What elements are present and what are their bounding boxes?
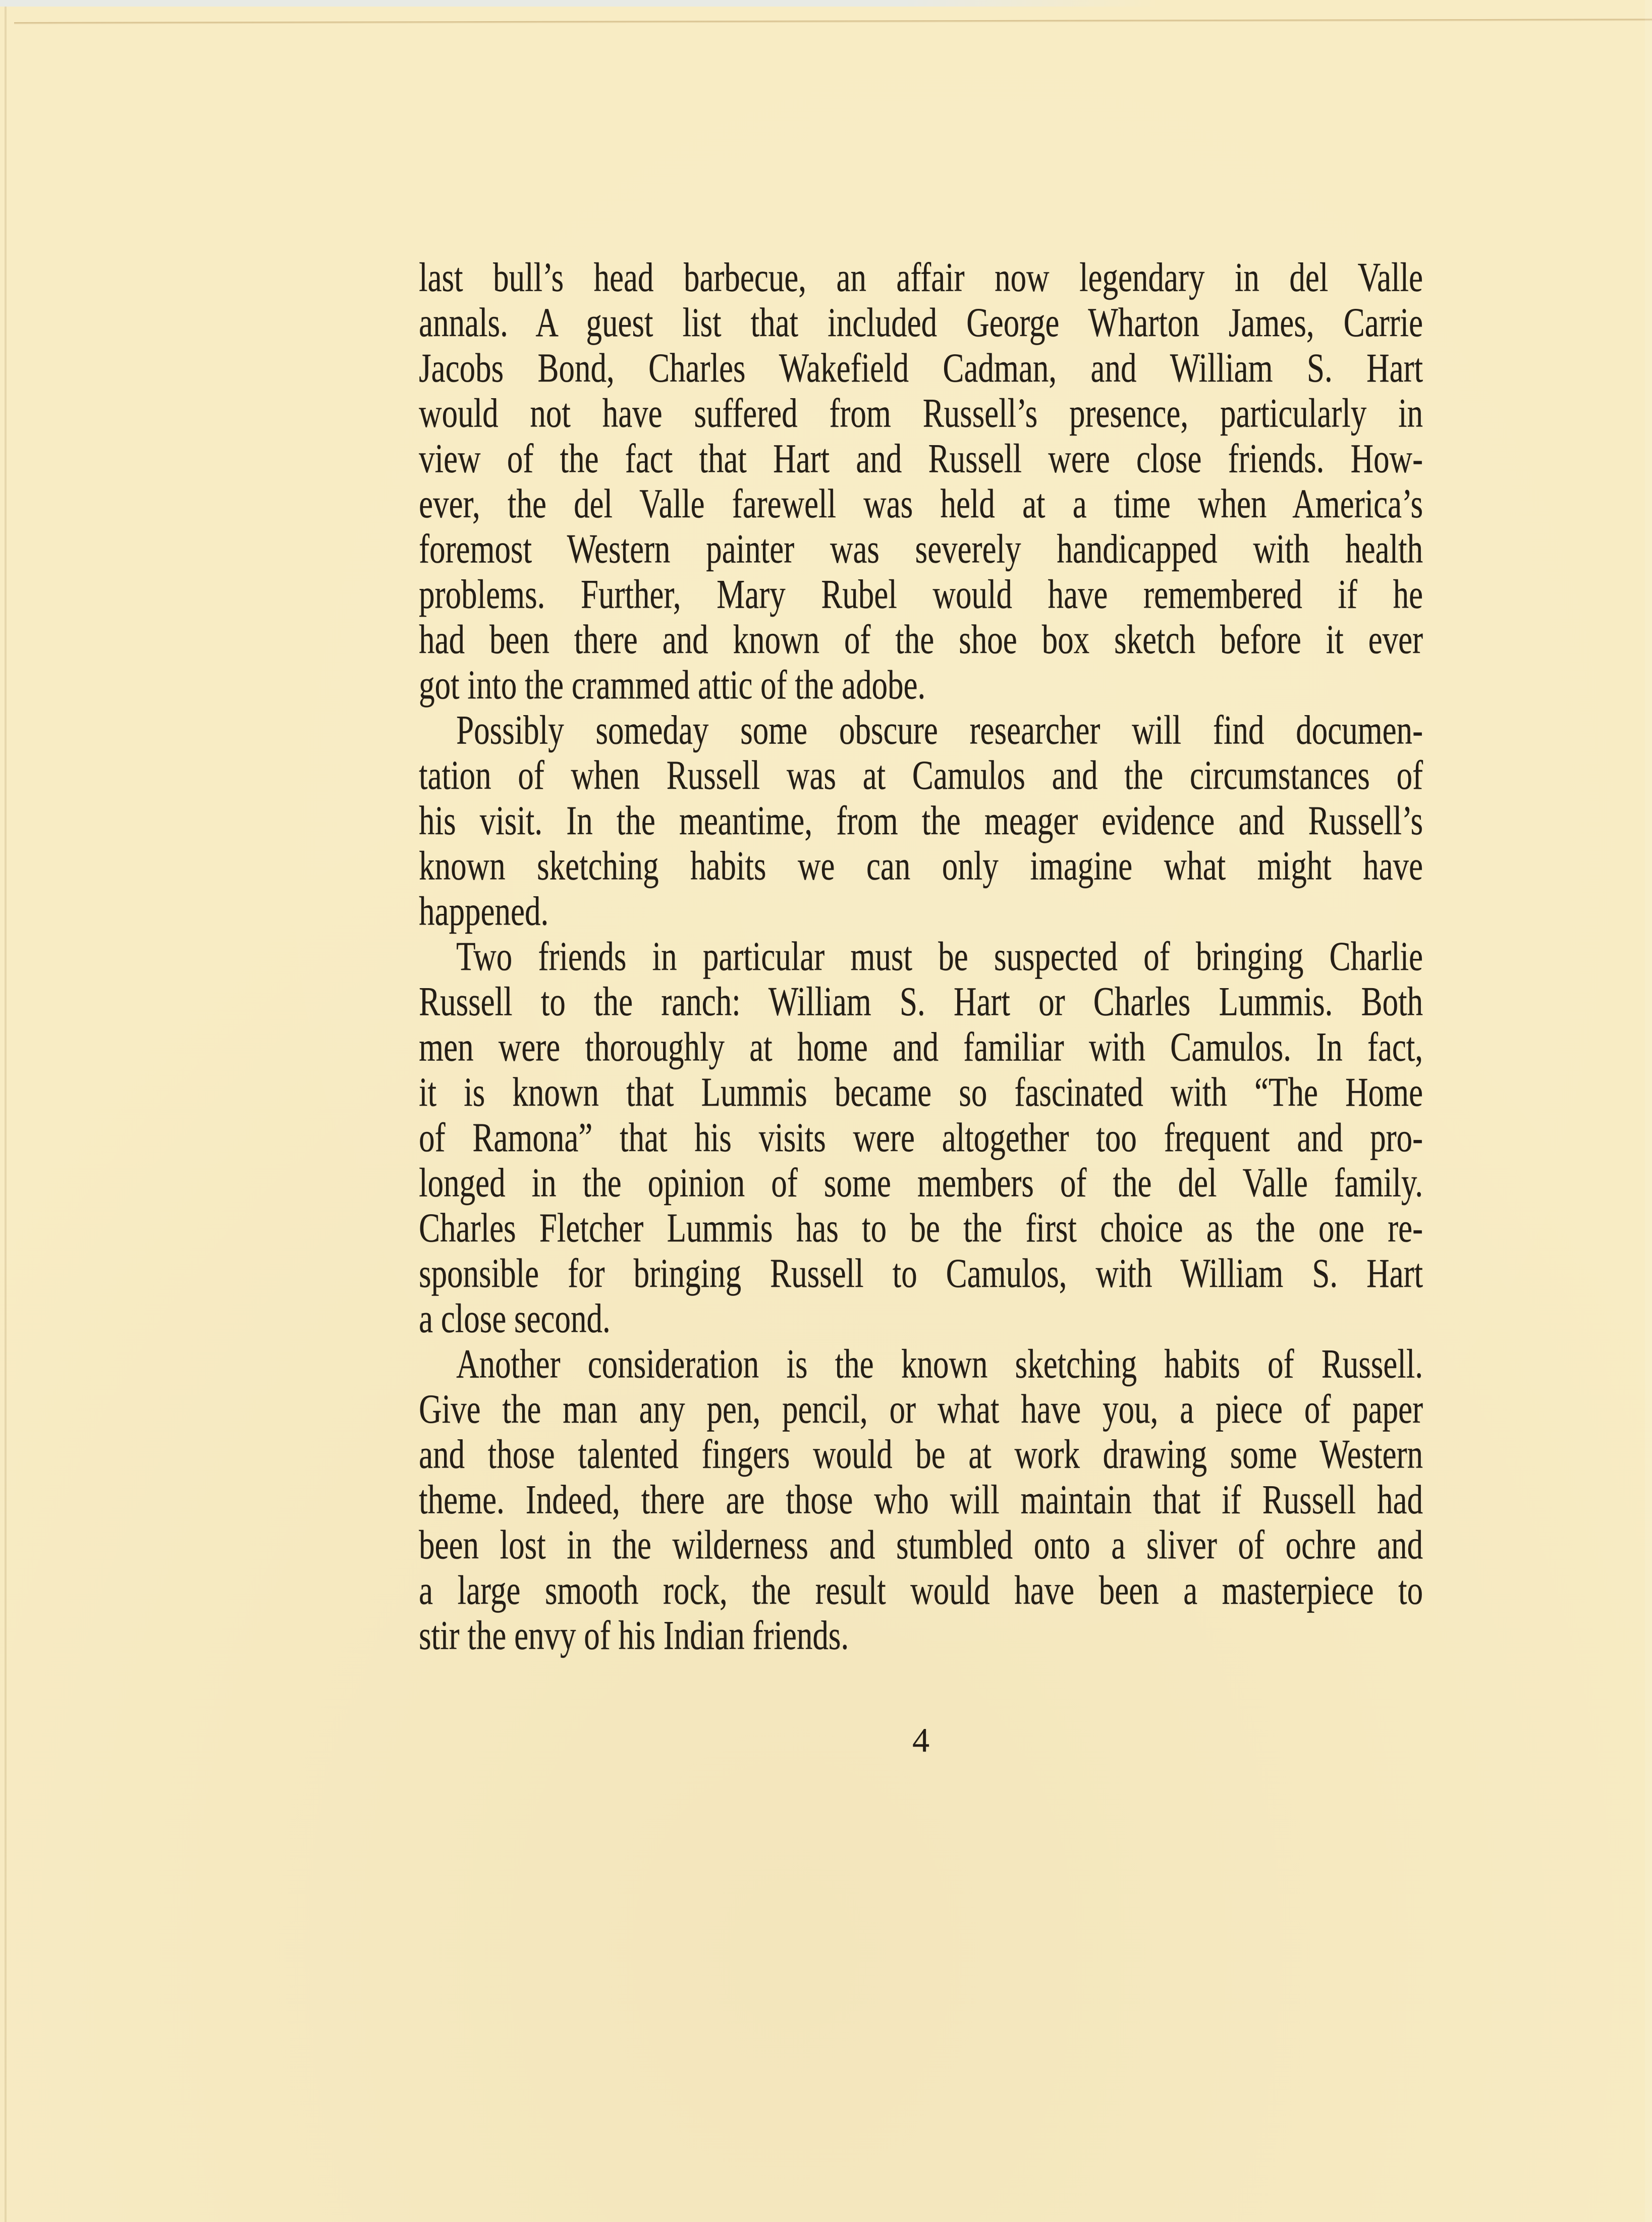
text-line: view of the fact that Hart and Russell were close friends. How- [419, 435, 1423, 481]
text-line: longed in the opinion of some members of the del Valle family. [419, 1159, 1423, 1206]
text-line: happened. [419, 888, 549, 934]
text-line: problems. Further, Mary Rubel would have remembered if he [419, 571, 1423, 617]
text-line: ever, the del Valle farewell was held at a time when America’s [419, 480, 1423, 527]
text-line: theme. Indeed, there are those who will maintain that if Russell had [419, 1476, 1423, 1523]
text-line: been lost in the wilderness and stumbled onto a sliver of ochre and [419, 1522, 1423, 1568]
text-line: got into the crammed attic of the adobe. [419, 662, 926, 708]
text-line: tation of when Russell was at Camulos and the circumstances of [419, 752, 1423, 798]
sheet-left-edge-line [5, 7, 7, 2222]
text-line: Charles Fletcher Lummis has to be the first choice as the one re- [419, 1205, 1423, 1251]
text-line: would not have suffered from Russell’s presence, particularly in [419, 390, 1423, 436]
text-line: it is known that Lummis became so fascinated with “The Home [419, 1069, 1423, 1115]
text-block [419, 255, 1423, 1658]
sheet-right-edge-highlight [1645, 0, 1652, 2222]
text-line: annals. A guest list that included George Wharton James, Carrie [419, 299, 1423, 346]
text-line: foremost Western painter was severely handicapped with health [419, 525, 1423, 572]
text-line: of Ramona” that his visits were altogether too frequent and pro- [419, 1114, 1423, 1160]
text-line: sponsible for bringing Russell to Camulos, with William S. Hart [419, 1250, 1423, 1296]
text-line: Possibly someday some obscure researcher will find documen- [456, 707, 1423, 753]
paragraph [419, 255, 1423, 708]
paragraph [419, 708, 1423, 934]
text-line: last bull’s head barbecue, an affair now legendary in del Valle [419, 254, 1423, 300]
text-line: men were thoroughly at home and familiar with Camulos. In fact, [419, 1023, 1423, 1070]
text-line: Give the man any pen, pencil, or what have you, a piece of paper [419, 1386, 1423, 1432]
text-line: had been there and known of the shoe box sketch before it ever [419, 616, 1423, 663]
text-line: Russell to the ranch: William S. Hart or Charles Lummis. Both [419, 978, 1423, 1024]
text-line: Two friends in particular must be suspected of bringing Charlie [456, 933, 1423, 980]
text-line: Jacobs Bond, Charles Wakefield Cadman, and William S. Hart [419, 345, 1423, 391]
paragraph [419, 934, 1423, 1341]
text-line: and those talented fingers would be at work drawing some Western [419, 1431, 1423, 1477]
page-number: 4 [912, 1721, 929, 1759]
text-line: a large smooth rock, the result would have been a masterpiece to [419, 1567, 1423, 1613]
text-line: known sketching habits we can only imagine what might have [419, 842, 1423, 889]
text-line: his visit. In the meantime, from the meager evidence and Russell’s [419, 797, 1423, 844]
text-line: a close second. [419, 1295, 611, 1341]
text-line: Another consideration is the known sketching habits of Russell. [456, 1340, 1423, 1387]
paragraph [419, 1341, 1423, 1658]
scanner-backing-strip [0, 0, 1161, 7]
sheet-top-edge-line [14, 19, 1652, 24]
text-line: stir the envy of his Indian friends. [419, 1612, 849, 1658]
